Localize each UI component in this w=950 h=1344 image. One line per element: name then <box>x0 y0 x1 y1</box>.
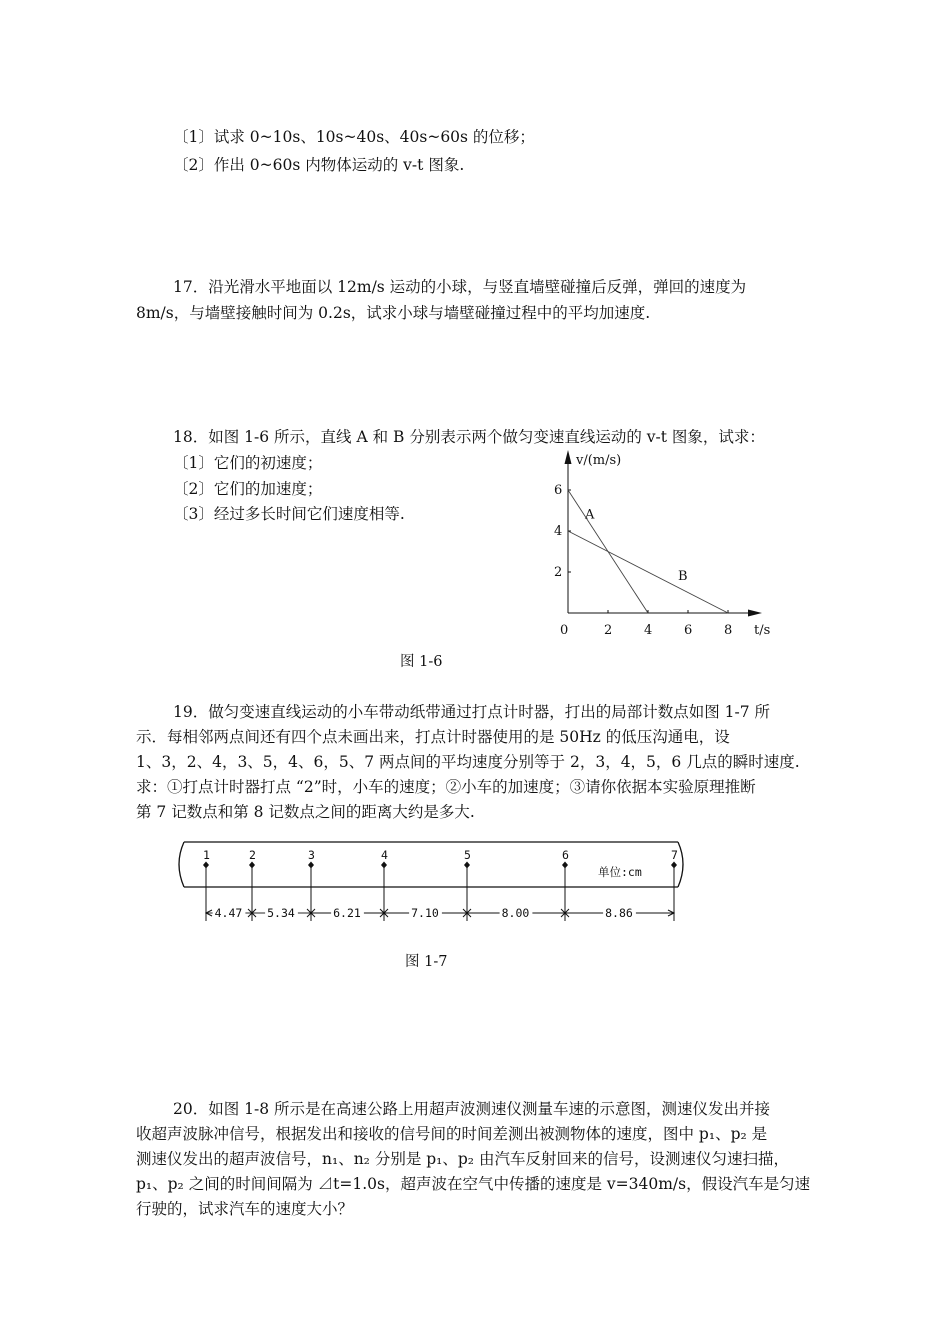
q19-line1: 19．做匀变速直线运动的小车带动纸带通过打点计时器，打出的局部计数点如图 1-7 所 <box>173 703 771 721</box>
x-tick-label: 0 <box>560 623 569 638</box>
q18-line1: 18．如图 1-6 所示，直线 A 和 B 分别表示两个做匀变速直线运动的 v-t 图象，试求： <box>173 428 765 446</box>
q18-sub1: 〔1〕它们的初速度； <box>173 454 323 472</box>
q19-line2: 示．每相邻两点间还有四个点未画出来，打点计时器使用的是 50Hz 的低压沟通电，设 <box>136 728 730 746</box>
q16-sub1: 〔1〕试求 0~10s、10s~40s、40s~60s 的位移； <box>173 128 535 146</box>
tape-point-label: 7 <box>671 848 678 862</box>
paper-tape-diagram <box>170 838 700 933</box>
x-tick-label: 6 <box>684 623 693 638</box>
figure-1-6-caption: 图 1-6 <box>400 654 443 670</box>
x-tick-label: 2 <box>604 623 613 638</box>
tape-left-edge <box>179 842 184 887</box>
tape-distance-label: 4.47 <box>214 906 243 920</box>
q20-line3: 测速仪发出的超声波信号，n₁、n₂ 分别是 p₁、p₂ 由汽车反射回来的信号，设测速仪匀速扫描， <box>136 1150 789 1168</box>
y-tick-label: 2 <box>554 565 563 580</box>
y-tick-label: 6 <box>554 483 563 498</box>
y-axis-label: v/(m/s) <box>576 453 622 468</box>
tape-point-label: 3 <box>308 848 315 862</box>
q20-line4: p₁、p₂ 之间的时间间隔为 ⊿t=1.0s，超声波在空气中传播的速度是 v=340m/s，假设汽车是匀速 <box>136 1175 811 1193</box>
x-axis-arrow <box>748 610 762 617</box>
q18-sub3: 〔3〕经过多长时间它们速度相等. <box>173 505 405 523</box>
y-tick-label: 4 <box>554 524 563 539</box>
vt-chart <box>540 448 790 643</box>
q18-sub2: 〔2〕它们的加速度； <box>173 480 323 498</box>
q19-line4: 求：①打点计时器打点 “2”时，小车的速度；②小车的加速度；③请你依据本实验原理推断 <box>136 778 756 796</box>
series-label-b: B <box>678 569 688 585</box>
tape-unit-label: 单位:cm <box>598 865 642 879</box>
q20-line5: 行驶的，试求汽车的速度大小？ <box>136 1200 354 1218</box>
tape-point-label: 1 <box>203 848 210 862</box>
series-line-b <box>568 531 728 613</box>
tape-point-label: 4 <box>381 848 388 862</box>
q17-line2: 8m/s，与墙壁接触时间为 0.2s，试求小球与墙壁碰撞过程中的平均加速度. <box>136 304 651 322</box>
q20-line2: 收超声波脉冲信号，根据发出和接收的信号间的时间差测出被测物体的速度，图中 p₁、p₂ 是 <box>136 1125 768 1143</box>
tape-distance-label: 7.10 <box>411 906 439 920</box>
series-label-a: A <box>585 507 595 523</box>
tape-distance-label: 8.00 <box>501 906 530 920</box>
tape-point-label: 6 <box>562 848 569 862</box>
tape-point-label: 5 <box>464 848 471 862</box>
tape-distance-label: 5.34 <box>267 906 295 920</box>
tape-right-edge <box>678 842 683 887</box>
tape-point-label: 2 <box>249 848 256 862</box>
q20-line1: 20．如图 1-8 所示是在高速公路上用超声波测速仪测量车速的示意图，测速仪发出并接 <box>173 1100 771 1118</box>
tape-distance-label: 6.21 <box>333 906 361 920</box>
x-axis-label: t/s <box>754 623 771 638</box>
figure-1-7-caption: 图 1-7 <box>405 954 448 970</box>
q19-line5: 第 7 记数点和第 8 记数点之间的距离大约是多大. <box>136 803 475 821</box>
x-tick-label: 4 <box>644 623 653 638</box>
x-tick-label: 8 <box>724 623 733 638</box>
tape-distance-label: 8.86 <box>605 906 633 920</box>
q17-line1: 17．沿光滑水平地面以 12m/s 运动的小球，与竖直墙壁碰撞后反弹，弹回的速度为 <box>173 278 747 296</box>
y-axis-arrow <box>565 450 572 464</box>
q16-sub2: 〔2〕作出 0~60s 内物体运动的 v-t 图象. <box>173 156 465 174</box>
q19-line3: 1、3，2、4，3、5，4、6，5、7 两点间的平均速度分别等于 2，3，4，5，6 几点的瞬时速度. <box>136 753 800 771</box>
